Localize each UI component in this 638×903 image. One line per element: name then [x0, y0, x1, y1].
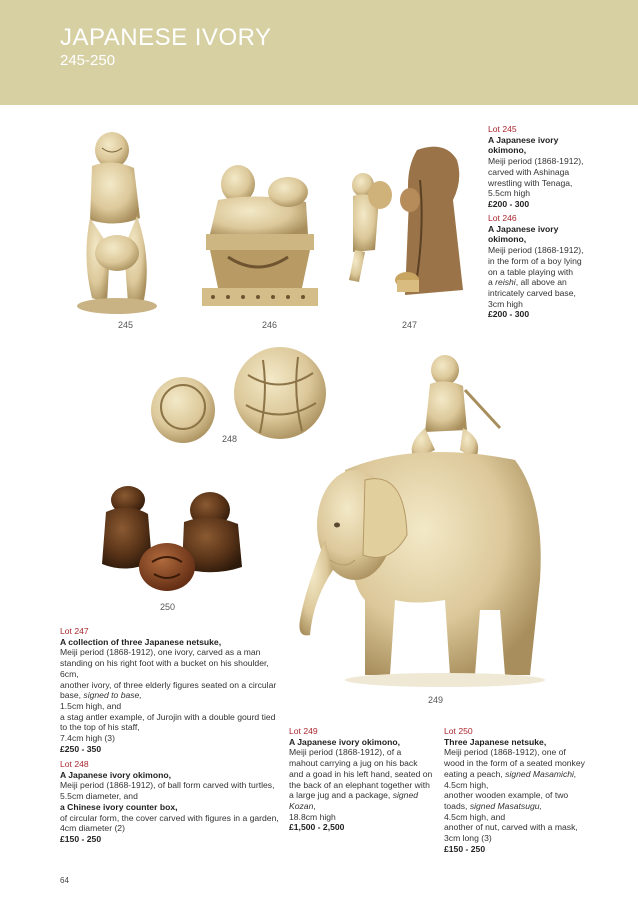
lot-title: okimono,: [488, 145, 527, 156]
lot-estimate: £200 - 300: [488, 198, 530, 209]
photo-lot-249: [295, 350, 557, 690]
lot-line: Meiji period (1868-1912), of a: [289, 747, 402, 758]
lot-line: 18.8cm high: [289, 811, 336, 822]
lot-line: Meiji period (1868-1912), one ivory, carved as a man: [60, 647, 261, 658]
lot-249-text: [289, 726, 434, 833]
lot-line: mahout carrying a jug on his back: [289, 758, 418, 769]
lot-line: 5.5cm diameter, and: [60, 791, 138, 802]
lot-line: and a goad in his left hand, seated on: [289, 768, 433, 779]
lot-number: Lot 245: [488, 124, 517, 134]
lot-line: Meiji period (1868-1912),: [488, 245, 584, 256]
photo-number-246: 246: [262, 320, 278, 330]
lot-line: 5.5cm high: [488, 188, 531, 199]
photo-lot-247: [345, 140, 470, 305]
photo-number-250: 250: [160, 602, 176, 612]
lot-line: wood in the form of a seated monkey: [444, 758, 585, 769]
photo-number-245: 245: [118, 320, 134, 330]
lot-line: intricately carved base,: [488, 287, 576, 298]
lot-line: Meiji period (1868-1912),: [488, 156, 584, 167]
lot-number: Lot 249: [289, 726, 318, 736]
page-title: JAPANESE IVORY: [60, 24, 272, 51]
lot-246-text: [488, 213, 608, 320]
lot-subtitle: a Chinese ivory counter box,: [60, 801, 178, 812]
lot-line: Meiji period (1868-1912), one of: [444, 747, 566, 758]
lot-250-text: [444, 726, 604, 854]
lot-estimate: £1,500 - 2,500: [289, 822, 345, 833]
photo-number-247: 247: [402, 320, 418, 330]
lot-number: Lot 248: [60, 759, 89, 769]
lot-title: A Japanese ivory okimono,: [60, 769, 171, 780]
lot-line: 4.5cm high,: [444, 779, 489, 790]
header-band: [0, 0, 638, 105]
lot-line: Kozan,: [289, 800, 316, 811]
lot-title: A Japanese ivory okimono,: [289, 736, 400, 747]
lot-line: of circular form, the cover carved with figures in a garden,: [60, 812, 279, 823]
photo-lot-250: [92, 482, 252, 597]
lot-line: a stag antler example, of Jurojin with a double gourd tied: [60, 711, 276, 722]
lot-line: another wooden example, of two: [444, 790, 569, 801]
lot-line: 6cm,: [60, 668, 79, 679]
lot-estimate: £250 - 350: [60, 743, 102, 754]
photo-lot-246: [198, 162, 318, 312]
lot-line: base, signed to base,: [60, 690, 142, 701]
lot-title: okimono,: [488, 234, 527, 245]
photo-number-249: 249: [428, 695, 444, 705]
lot-number: Lot 246: [488, 213, 517, 223]
lot-line: toads, signed Masatsugu,: [444, 800, 542, 811]
lot-line: standing on his right foot with a bucket on his shoulder,: [60, 658, 269, 669]
lot-line: another of nut, carved with a mask,: [444, 822, 578, 833]
lot-line: 3cm long (3): [444, 833, 492, 844]
lot-line: the back of an elephant together with: [289, 779, 430, 790]
lot-line: 7.4cm high (3): [60, 733, 115, 744]
lot-title: A Japanese ivory: [488, 223, 559, 234]
lot-estimate: £150 - 250: [60, 833, 102, 844]
lot-line: another ivory, of three elderly figures seated on a circular: [60, 679, 277, 690]
lot-line: 4cm diameter (2): [60, 823, 125, 834]
lot-line: a large jug and a package, signed: [289, 790, 419, 801]
lot-245-text: [488, 124, 608, 210]
lot-title: Three Japanese netsuke,: [444, 736, 547, 747]
lot-line: eating a peach, signed Masamichi,: [444, 768, 577, 779]
lot-estimate: £200 - 300: [488, 309, 530, 320]
lot-line: on a table playing with: [488, 266, 574, 277]
lot-line: in the form of a boy lying: [488, 255, 582, 266]
lot-estimate: £150 - 250: [444, 843, 486, 854]
page-number: 64: [60, 876, 69, 885]
lot-line: to the top of his staff,: [60, 722, 140, 733]
lot-line: carved with Ashinaga: [488, 166, 570, 177]
lot-number: Lot 250: [444, 726, 473, 736]
lot-248-text: [60, 759, 282, 845]
lot-line: 3cm high: [488, 298, 523, 309]
page-subtitle: 245-250: [60, 52, 116, 69]
lot-line: 4.5cm high, and: [444, 811, 506, 822]
lot-247-text: [60, 626, 282, 754]
lot-title: A Japanese ivory: [488, 134, 559, 145]
lot-line: a reishi, all above an: [488, 277, 567, 288]
photo-number-248: 248: [222, 434, 238, 444]
lot-line: wrestling with Tenaga,: [488, 177, 573, 188]
lot-number: Lot 247: [60, 626, 89, 636]
lot-line: Meiji period (1868-1912), of ball form carved with turtles,: [60, 780, 275, 791]
photo-lot-245: [62, 128, 172, 318]
lot-title: A collection of three Japanese netsuke,: [60, 636, 222, 647]
lot-line: 1.5cm high, and: [60, 700, 122, 711]
